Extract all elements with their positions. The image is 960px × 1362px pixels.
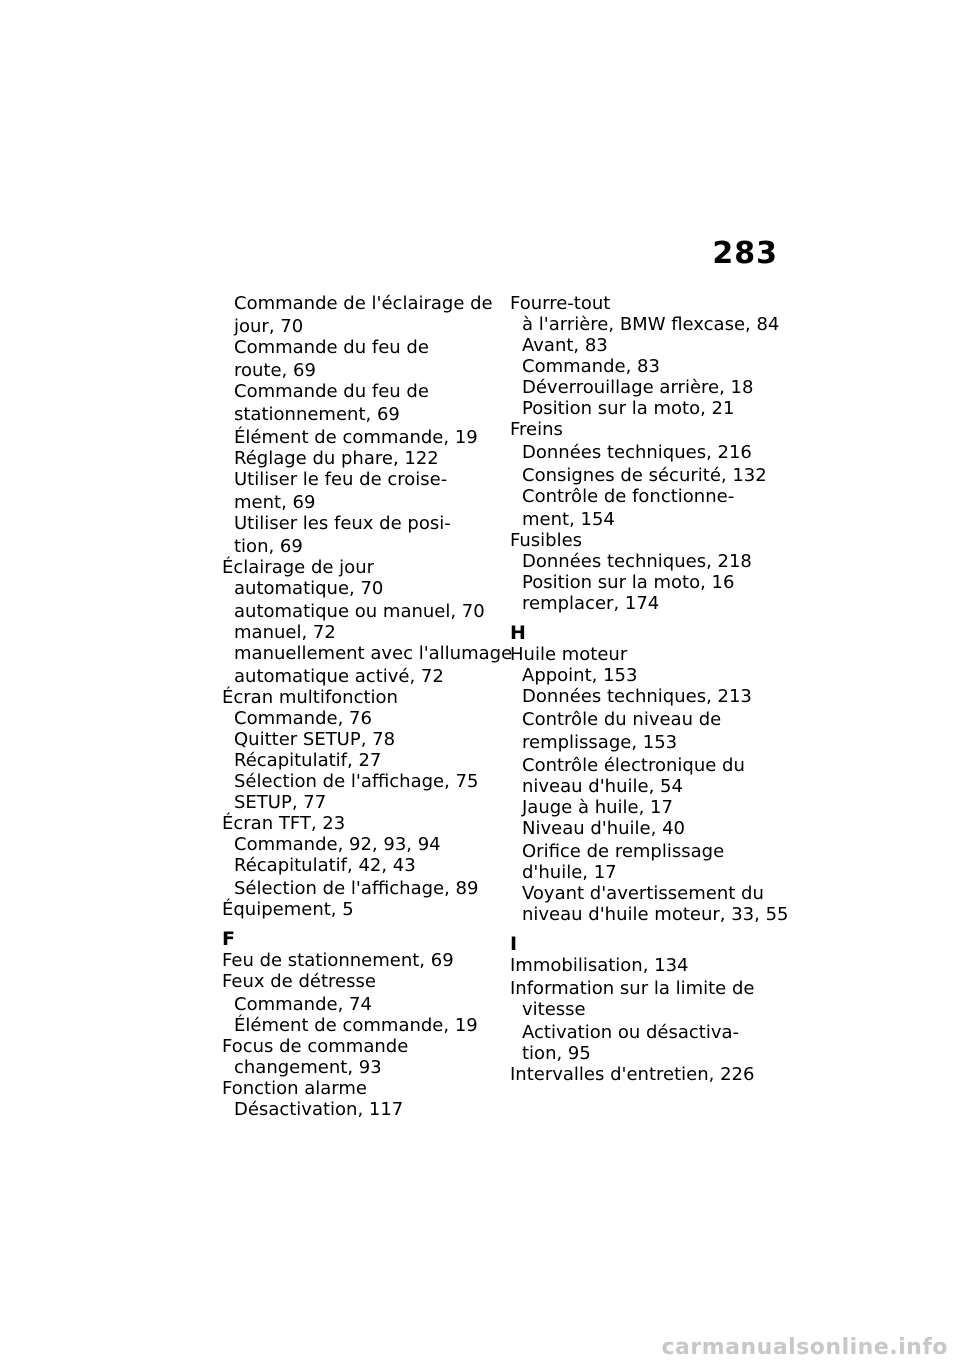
index-subentry: route, 69 bbox=[234, 360, 316, 381]
index-subentry: Contrôle de fonctionne- bbox=[522, 486, 735, 507]
index-subentry: ment, 69 bbox=[234, 492, 316, 513]
index-subentry: Niveau d'huile, 40 bbox=[522, 818, 685, 839]
index-subentry: remplissage, 153 bbox=[522, 732, 678, 753]
index-subentry: stationnement, 69 bbox=[234, 404, 400, 425]
index-subentry: Élément de commande, 19 bbox=[234, 1015, 478, 1036]
index-entry: Immobilisation, 134 bbox=[510, 955, 689, 976]
index-subentry: Données techniques, 213 bbox=[522, 686, 752, 707]
index-subentry: Utiliser le feu de croise- bbox=[234, 469, 448, 490]
index-column-right bbox=[510, 293, 790, 1085]
index-subentry: Commande du feu de bbox=[234, 337, 429, 358]
index-entry: Fonction alarme bbox=[222, 1078, 367, 1099]
index-subentry: Contrôle du niveau de bbox=[522, 709, 722, 730]
index-subentry: Voyant d'avertissement du bbox=[522, 883, 764, 904]
index-subentry: changement, 93 bbox=[234, 1057, 382, 1078]
index-subentry: ment, 154 bbox=[522, 509, 615, 530]
index-subentry: niveau d'huile, 54 bbox=[522, 776, 683, 797]
index-subentry: automatique ou manuel, 70 bbox=[234, 601, 485, 622]
index-subentry: manuel, 72 bbox=[234, 622, 336, 643]
index-entry: Fusibles bbox=[510, 530, 583, 551]
index-entry: Feux de détresse bbox=[222, 971, 376, 992]
index-subentry: niveau d'huile moteur, 33, 55 bbox=[522, 904, 789, 925]
index-entry: Fourre-tout bbox=[510, 293, 611, 314]
index-column-left bbox=[222, 293, 513, 1120]
index-subentry: Sélection de l'affichage, 75 bbox=[234, 771, 479, 792]
index-subentry: d'huile, 17 bbox=[522, 862, 617, 883]
index-subentry: Commande, 76 bbox=[234, 708, 372, 729]
index-entry: Huile moteur bbox=[510, 644, 628, 665]
index-section-letter: I bbox=[510, 933, 518, 955]
index-subentry: SETUP, 77 bbox=[234, 792, 327, 813]
index-subentry: Position sur la moto, 21 bbox=[522, 398, 735, 419]
index-subentry: Utiliser les feux de posi- bbox=[234, 513, 451, 534]
index-subentry: vitesse bbox=[522, 999, 586, 1020]
index-entry: Écran TFT, 23 bbox=[222, 813, 346, 834]
index-subentry: tion, 95 bbox=[522, 1043, 591, 1064]
index-entry: Focus de commande bbox=[222, 1036, 409, 1057]
index-subentry: Récapitulatif, 27 bbox=[234, 750, 382, 771]
index-subentry: Avant, 83 bbox=[522, 335, 608, 356]
index-subentry: manuellement avec l'allumage bbox=[234, 643, 513, 664]
page-number: 283 bbox=[712, 236, 778, 271]
index-subentry: automatique, 70 bbox=[234, 578, 384, 599]
index-subentry: Commande de l'éclairage de bbox=[234, 293, 493, 314]
index-subentry: automatique activé, 72 bbox=[234, 666, 444, 687]
index-subentry: tion, 69 bbox=[234, 536, 303, 557]
index-subentry: Sélection de l'affichage, 89 bbox=[234, 878, 479, 899]
index-entry: Éclairage de jour bbox=[222, 557, 374, 578]
index-subentry: Désactivation, 117 bbox=[234, 1099, 404, 1120]
index-subentry: Quitter SETUP, 78 bbox=[234, 729, 396, 750]
index-subentry: Contrôle électronique du bbox=[522, 755, 745, 776]
index-subentry: remplacer, 174 bbox=[522, 593, 660, 614]
index-subentry: Réglage du phare, 122 bbox=[234, 448, 439, 469]
index-subentry: Position sur la moto, 16 bbox=[522, 572, 735, 593]
index-subentry: Données techniques, 218 bbox=[522, 551, 752, 572]
index-subentry: Appoint, 153 bbox=[522, 665, 638, 686]
index-entry: Intervalles d'entretien, 226 bbox=[510, 1064, 755, 1085]
index-subentry: Déverrouillage arrière, 18 bbox=[522, 377, 754, 398]
watermark: carmanualsonline.info bbox=[661, 1335, 948, 1360]
index-subentry: jour, 70 bbox=[234, 316, 304, 337]
index-entry: Information sur la limite de bbox=[510, 978, 755, 999]
index-subentry: Commande, 92, 93, 94 bbox=[234, 834, 441, 855]
index-subentry: Consignes de sécurité, 132 bbox=[522, 465, 767, 486]
index-subentry: Élément de commande, 19 bbox=[234, 427, 478, 448]
index-subentry: Récapitulatif, 42, 43 bbox=[234, 855, 416, 876]
index-entry: Freins bbox=[510, 419, 563, 440]
index-subentry: à l'arrière, BMW flexcase, 84 bbox=[522, 314, 780, 335]
index-subentry: Commande, 74 bbox=[234, 994, 372, 1015]
index-subentry: Jauge à huile, 17 bbox=[522, 797, 673, 818]
index-subentry: Données techniques, 216 bbox=[522, 442, 752, 463]
index-entry: Feu de stationnement, 69 bbox=[222, 950, 454, 971]
index-section-letter: H bbox=[510, 622, 526, 644]
index-subentry: Commande, 83 bbox=[522, 356, 660, 377]
index-subentry: Activation ou désactiva- bbox=[522, 1022, 740, 1043]
index-entry: Écran multifonction bbox=[222, 687, 398, 708]
index-section-letter: F bbox=[222, 928, 235, 950]
index-entry: Équipement, 5 bbox=[222, 899, 354, 920]
index-subentry: Commande du feu de bbox=[234, 381, 429, 402]
index-subentry: Orifice de remplissage bbox=[522, 841, 725, 862]
